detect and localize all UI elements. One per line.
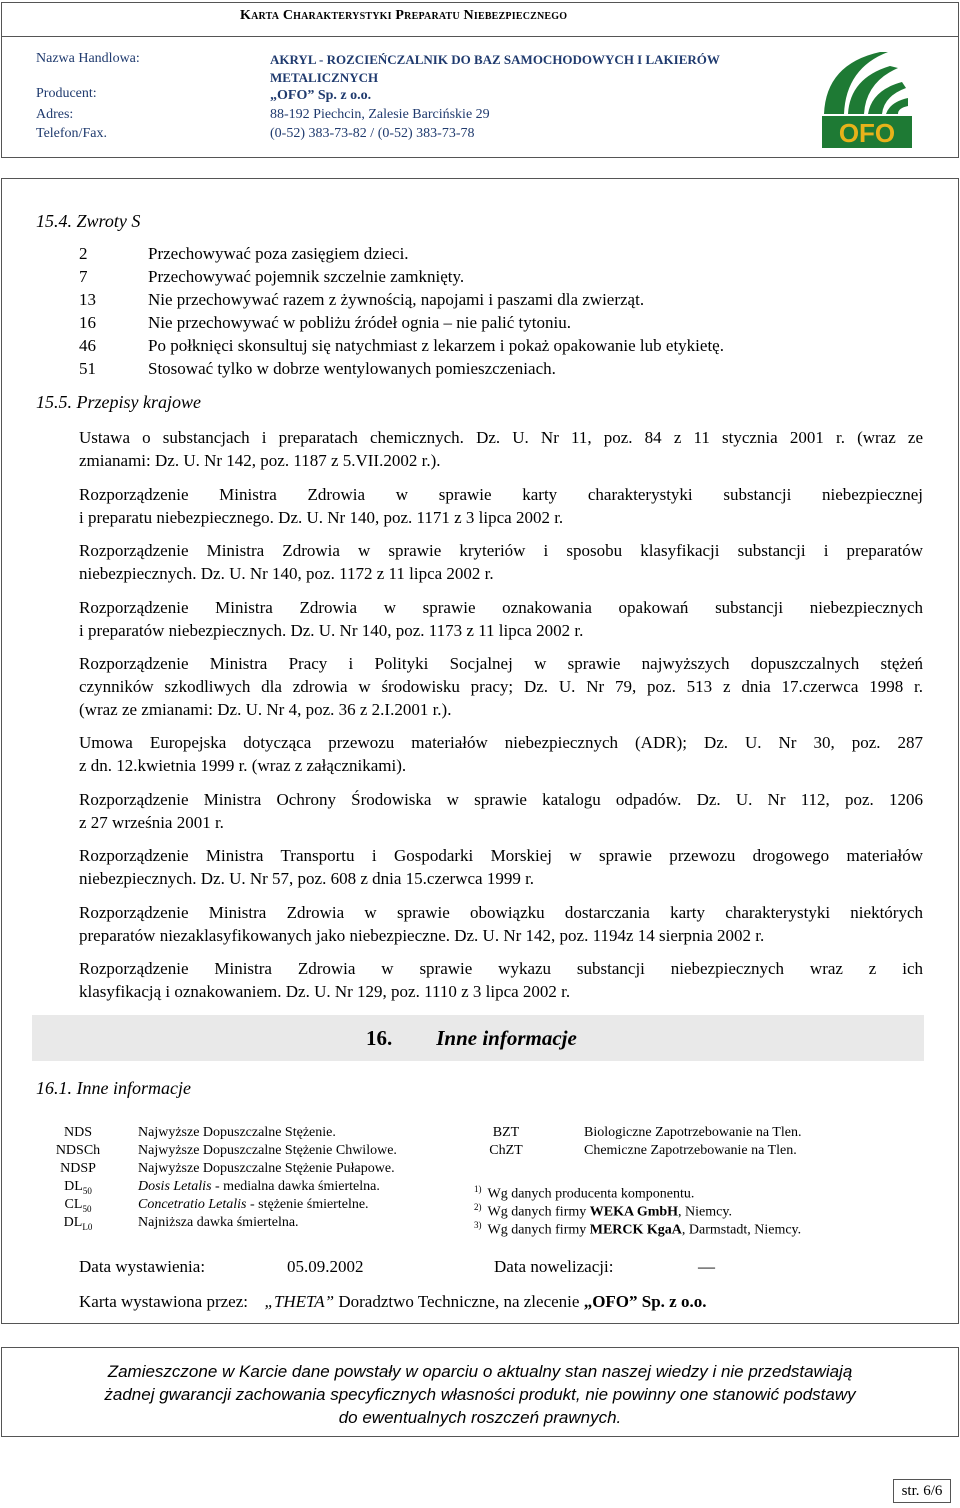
s-phrase-text: Stosować tylko w dobrze wentylowanych pomieszczeniach. <box>148 359 556 378</box>
abbreviation-value: Dosis Letalis - medialna dawka śmiertelna. <box>138 1179 380 1194</box>
regulation-item <box>79 901 923 947</box>
abbreviation-value: Chemiczne Zapotrzebowanie na Tlen. <box>584 1143 797 1158</box>
header-frame <box>1 2 959 158</box>
regulation-line: Rozporządzenie Ministra Zdrowia w sprawie wykazu substancji niebezpiecznych wraz z ich <box>79 959 923 978</box>
page-number: str. 6/6 <box>893 1479 951 1503</box>
s-phrase-text: Przechowywać poza zasięgiem dzieci. <box>148 244 409 263</box>
regulation-item <box>79 652 923 721</box>
regulation-item <box>79 788 923 834</box>
regulation-item <box>79 596 923 642</box>
update-date-value: — <box>698 1257 715 1276</box>
section-15-5-heading: 15.5. Przepisy krajowe <box>36 392 201 412</box>
issued-by-label: Karta wystawiona przez: <box>79 1292 248 1311</box>
logo-text: OFO <box>838 118 896 148</box>
abbreviation-key: NDSP <box>60 1161 96 1176</box>
regulation-line: niebezpiecznych. Dz. U. Nr 140, poz. 1172 z 11 lipca 2002 r. <box>79 564 494 583</box>
section-15-4-heading: 15.4. Zwroty S <box>36 211 141 231</box>
document-title: Karta Charakterystyki Preparatu Niebezpiecznego <box>240 8 568 23</box>
phone-label: Telefon/Fax. <box>36 126 107 141</box>
abbreviation-key: $DL_{50}$ <box>64 1179 92 1196</box>
abbreviation-key: NDSCh <box>55 1143 101 1158</box>
section-16-label: Inne informacje <box>436 1026 577 1050</box>
regulation-line: niebezpiecznych. Dz. U. Nr 57, poz. 608 z dnia 15.czerwca 1999 r. <box>79 869 535 888</box>
regulation-item <box>79 957 923 1003</box>
regulation-line: Rozporządzenie Ministra Transportu i Gospodarki Morskiej w sprawie przewozu drogowego materiałów <box>79 846 923 865</box>
abbreviation-value: Najwyższe Dopuszczalne Stężenie Chwilowe. <box>138 1143 397 1158</box>
s-phrase-number: 16 <box>79 313 96 332</box>
regulation-item <box>79 426 923 472</box>
s-phrase-text: Nie przechowywać w pobliżu źródeł ognia – nie palić tytoniu. <box>148 313 571 332</box>
producer-label: Producent: <box>36 86 97 101</box>
client-name: „OFO” Sp. z o.o. <box>583 1292 707 1311</box>
section-16-title <box>366 1026 577 1051</box>
address-label: Adres: <box>36 107 74 122</box>
footnote-mark: 3) <box>474 1220 482 1230</box>
abbreviation-key: $CL_{50}$ <box>64 1197 92 1214</box>
regulation-line: Rozporządzenie Ministra Zdrowia w sprawie kryteriów i sposobu klasyfikacji substancji i preparatów <box>79 541 923 560</box>
regulation-line: Rozporządzenie Ministra Zdrowia w sprawie karty charakterystyki substancji niebezpiecznej <box>79 485 923 504</box>
issue-date-value: 05.09.2002 <box>287 1257 364 1276</box>
header-title-underline <box>1 36 959 37</box>
regulation-line: (wraz ze zmianami: Dz. U. Nr 4, poz. 36 z 2.I.2001 r.). <box>79 700 452 719</box>
issued-by: Karta wystawiona przez: „THETA” Doradztwo Techniczne, na zlecenie „OFO” Sp. z o.o. <box>79 1292 707 1311</box>
ofo-logo-icon <box>818 44 916 152</box>
abbreviation-key: $DL_{L0}$ <box>63 1215 93 1232</box>
regulation-line: i preparatu niebezpiecznego. Dz. U. Nr 140, poz. 1171 z 3 lipca 2002 r. <box>79 508 564 527</box>
abbreviation-value: Concetratio Letalis - stężenie śmiertelne. <box>138 1197 369 1212</box>
regulation-line: Rozporządzenie Ministra Zdrowia w sprawie oznakowania opakowań substancji niebezpiecznych <box>79 598 923 617</box>
s-phrase-number: 7 <box>79 267 88 286</box>
s-phrase-number: 46 <box>79 336 96 355</box>
s-phrase-text: Przechowywać pojemnik szczelnie zamknięty. <box>148 267 465 286</box>
abbreviation-value: Najwyższe Dopuszczalne Stężenie. <box>138 1125 336 1140</box>
regulation-line: z dn. 12.kwietnia 1999 r. (wraz z załącznikami). <box>79 756 407 775</box>
update-date-label: Data nowelizacji: <box>494 1257 614 1276</box>
regulation-item <box>79 731 923 777</box>
producer-value: „OFO” Sp. z o.o. <box>270 88 372 103</box>
trade-name-label: Nazwa Handlowa: <box>36 51 140 66</box>
regulation-line: Rozporządzenie Ministra Zdrowia w sprawie obowiązku dostarczania karty charakterystyki niektórych <box>79 903 923 922</box>
s-phrase-text: Po połknięci skonsultuj się natychmiast z lekarzem i pokaż opakowanie lub etykietę. <box>148 336 724 355</box>
regulation-line: preparatów niezaklasyfikowanych jako niebezpieczne. Dz. U. Nr 142, poz. 1194z 14 sierpnia 2002 r. <box>79 926 765 945</box>
trade-name-value: AKRYL - ROZCIEŃCZALNIK DO BAZ SAMOCHODOWYCH I LAKIERÓW <box>270 52 720 67</box>
phone-value: (0-52) 383-73-82 / (0-52) 383-73-78 <box>270 126 475 141</box>
regulation-item <box>79 844 923 890</box>
company-logo <box>818 44 916 152</box>
regulation-line: i preparatów niebezpiecznych. Dz. U. Nr 140, poz. 1173 z 11 lipca 2002 r. <box>79 621 584 640</box>
section-16-number: 16. <box>366 1026 393 1050</box>
footnote-mark: 2) <box>474 1202 482 1212</box>
regulation-item <box>79 483 923 529</box>
s-phrase-number: 2 <box>79 244 88 263</box>
issue-date-label: Data wystawienia: <box>79 1257 206 1276</box>
regulation-line: Rozporządzenie Ministra Ochrony Środowiska w sprawie katalogu odpadów. Dz. U. Nr 112, poz. 1206 <box>79 790 923 809</box>
footnote-mark: 1) <box>474 1184 482 1194</box>
regulation-line: z 27 września 2001 r. <box>79 813 224 832</box>
address-value: 88-192 Piechcin, Zalesie Barcińskie 29 <box>270 107 490 122</box>
regulation-line: Rozporządzenie Ministra Pracy i Polityki Socjalnej w sprawie najwyższych dopuszczalnych stężeń <box>79 654 923 673</box>
abbreviation-key: ChZT <box>489 1143 523 1158</box>
abbreviation-value: Najwyższe Dopuszczalne Stężenie Pułapowe. <box>138 1161 395 1176</box>
s-phrase-number: 13 <box>79 290 96 309</box>
footnote: $^{3)}$ Wg danych firmy MERCK KgaA, Darmstadt, Niemcy. <box>474 1220 802 1238</box>
regulation-line: Umowa Europejska dotycząca przewozu materiałów niebezpiecznych (ADR); Dz. U. Nr 30, poz. 287 <box>79 733 923 752</box>
abbreviation-key: NDS <box>63 1125 92 1140</box>
disclaimer-text: Zamieszczone w Karcie dane powstały w oparciu o aktualny stan naszej wiedzy i nie przedstawiają żadnej gwarancji zachowania specyficznych własności produkt, nie powinny one stanowić podstawy do ewentualnych roszczeń prawnych. <box>104 1362 856 1427</box>
abbreviation-value: Biologiczne Zapotrzebowanie na Tlen. <box>584 1125 802 1140</box>
abbreviation-key: BZT <box>492 1125 520 1140</box>
s-phrase-number: 51 <box>79 359 96 378</box>
footnote: $^{2)}$ Wg danych firmy WEKA GmbH, Niemcy. <box>474 1202 732 1220</box>
issuer-name: „THETA” <box>264 1292 335 1311</box>
regulation-line: czynników szkodliwych dla zdrowia w środowisku pracy; Dz. U. Nr 79, poz. 513 z dnia 17.czerwca 1998 r. <box>79 677 923 696</box>
section-16-1-heading: 16.1. Inne informacje <box>36 1078 191 1098</box>
trade-name-value-cont: METALICZNYCH <box>270 70 379 85</box>
abbreviation-value: Najniższa dawka śmiertelna. <box>138 1215 299 1230</box>
s-phrase-text: Nie przechowywać razem z żywnością, napojami i paszami dla zwierząt. <box>148 290 645 309</box>
regulation-item <box>79 539 923 585</box>
regulation-line: zmianami: Dz. U. Nr 142, poz. 1187 z 5.VII.2002 r.). <box>79 451 441 470</box>
footnote <box>474 1184 694 1203</box>
regulation-line: Ustawa o substancjach i preparatach chemicznych. Dz. U. Nr 11, poz. 84 z 11 stycznia 2001 r. (wraz ze <box>79 428 923 447</box>
regulation-line: klasyfikacją i oznakowaniem. Dz. U. Nr 129, poz. 1110 z 3 lipca 2002 r. <box>79 982 571 1001</box>
footnote-text: Wg danych producenta komponentu. <box>487 1186 695 1202</box>
